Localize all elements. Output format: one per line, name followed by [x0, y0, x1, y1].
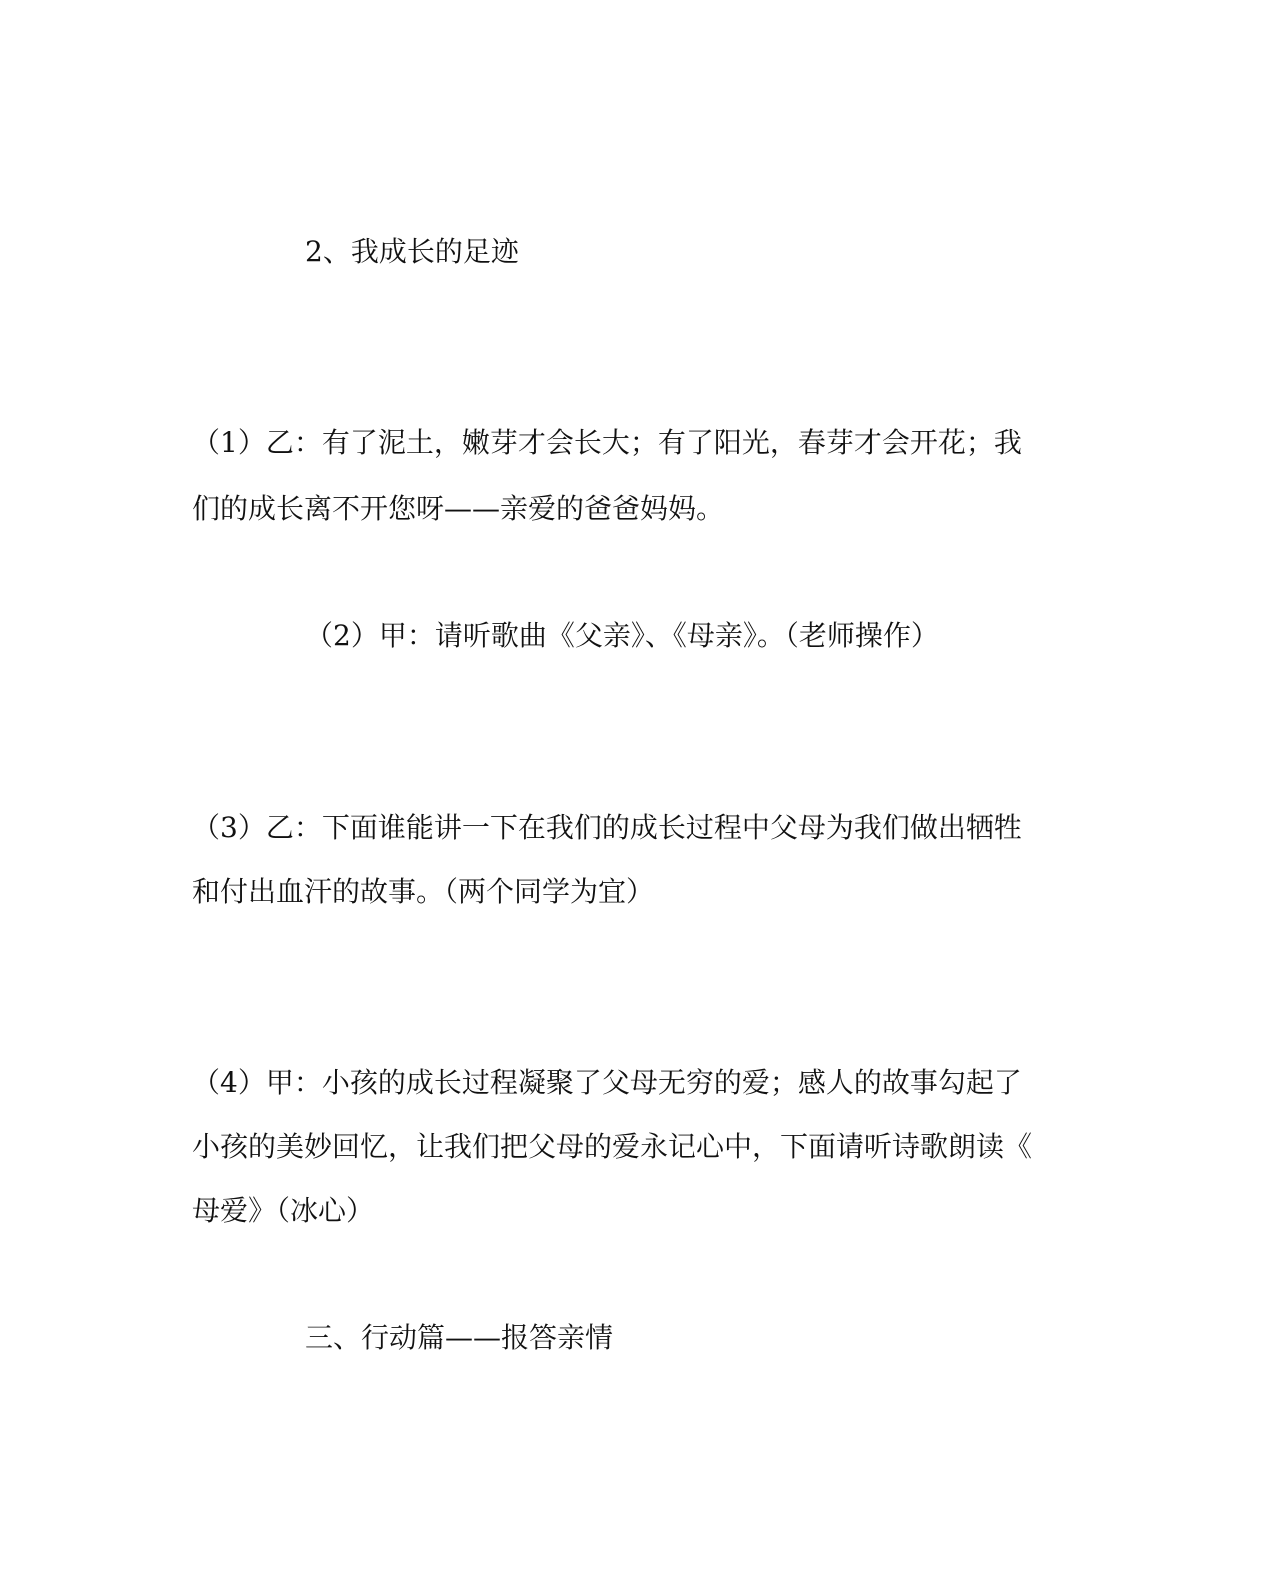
- section-heading: 2、我成长的足迹: [305, 235, 519, 268]
- part-heading: 三、行动篇——报答亲情: [305, 1321, 614, 1354]
- item-1-line-2: 们的成长离不开您呀——亲爱的爸爸妈妈。: [192, 492, 725, 525]
- item-1-line-1: （1）乙：有了泥土，嫩芽才会长大；有了阳光，春芽才会开花；我: [192, 426, 1022, 459]
- item-4-line-1: （4）甲：小孩的成长过程凝聚了父母无穷的爱；感人的故事勾起了: [192, 1066, 1022, 1099]
- item-3-line-1: （3）乙：下面谁能讲一下在我们的成长过程中父母为我们做出牺牲: [192, 811, 1022, 844]
- item-4-line-2: 小孩的美妙回忆，让我们把父母的爱永记心中，下面请听诗歌朗读《: [192, 1130, 1033, 1163]
- item-3-line-2: 和付出血汗的故事。（两个同学为宜）: [192, 875, 655, 908]
- item-4-line-3: 母爱》（冰心）: [192, 1194, 375, 1227]
- item-2-line-1: （2）甲：请听歌曲《父亲》、《母亲》。（老师操作）: [305, 619, 939, 652]
